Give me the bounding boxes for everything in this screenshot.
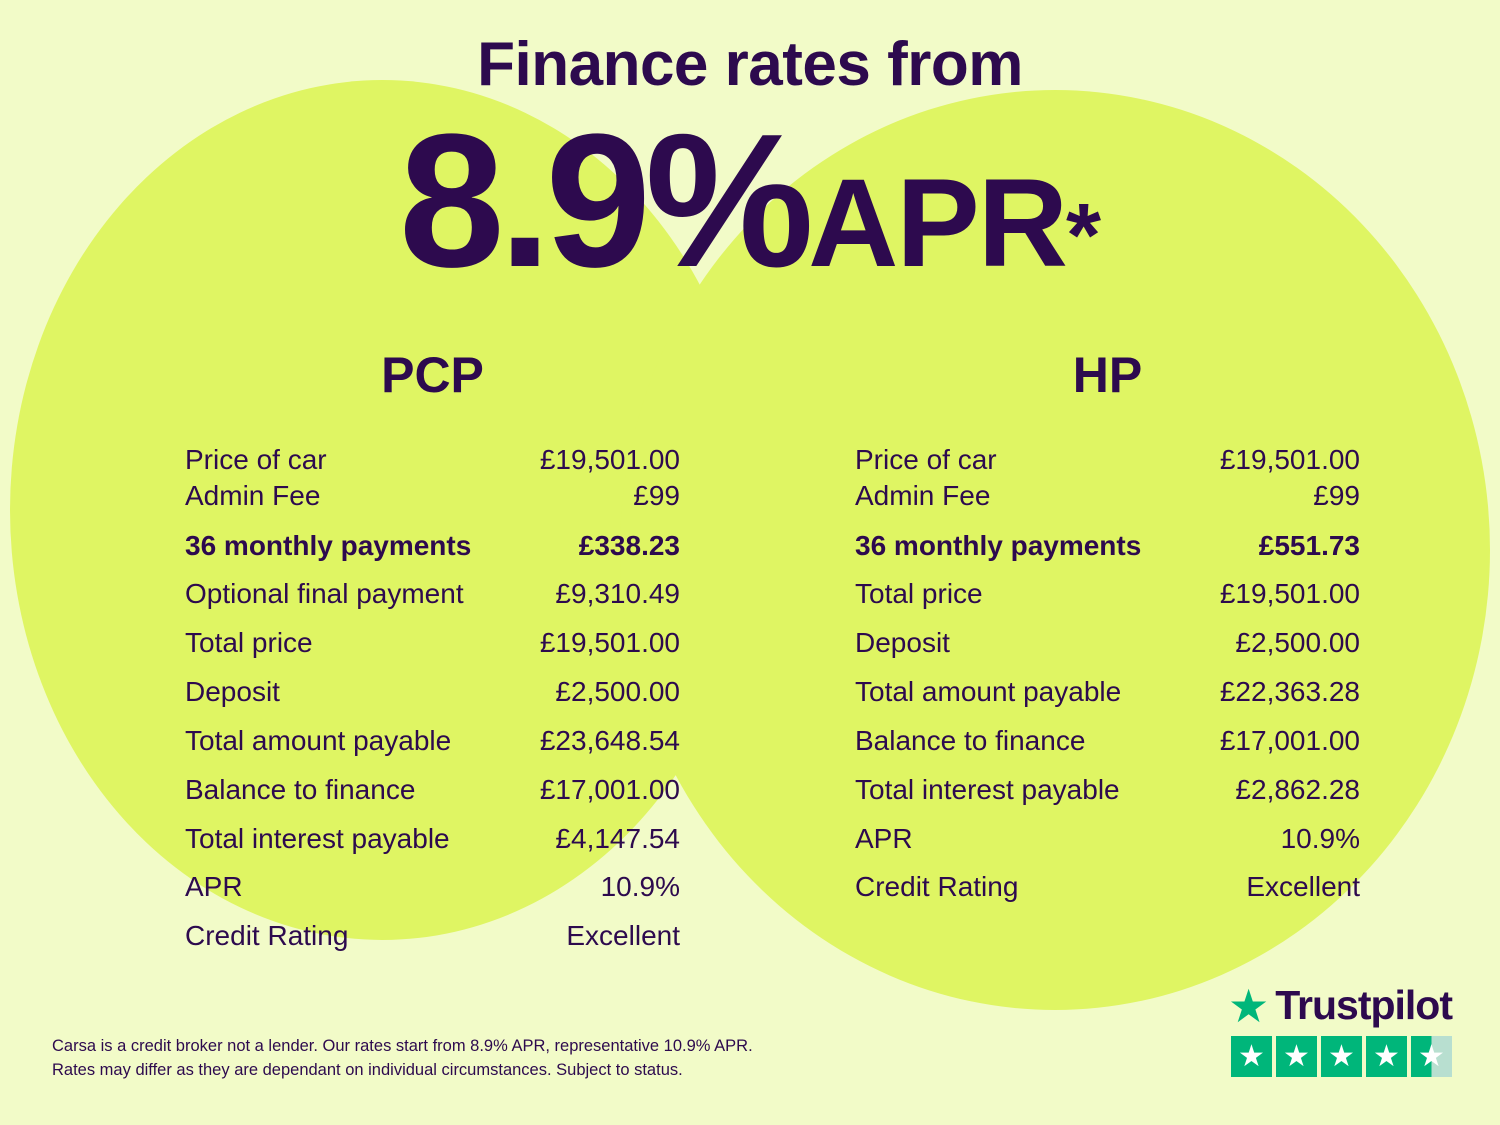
trustpilot-rating <box>1227 979 1452 1077</box>
apr-label: APR <box>808 154 1066 293</box>
row-label: Total amount payable <box>855 676 1122 708</box>
trustpilot-star-icon: ★ <box>1227 979 1270 1032</box>
trustpilot-logo <box>1227 979 1452 1032</box>
row-value: £19,501.00 <box>539 627 680 659</box>
row-value: £19,501.00 <box>539 444 680 475</box>
table-row <box>185 442 680 478</box>
row-label: Admin Fee <box>855 479 991 511</box>
table-row <box>855 625 1360 661</box>
row-value: £17,001.00 <box>1219 724 1360 756</box>
table-row <box>185 674 680 710</box>
table-row <box>855 869 1360 905</box>
row-label: Balance to finance <box>185 773 416 805</box>
row-value: Excellent <box>1246 871 1360 903</box>
page-title: Finance rates from <box>477 30 1023 99</box>
row-value: £99 <box>1313 479 1360 511</box>
row-value: £2,500.00 <box>1235 627 1360 659</box>
trustpilot-wordmark: Trustpilot <box>1275 982 1452 1028</box>
row-value: £2,862.28 <box>1235 773 1360 805</box>
table-row <box>855 528 1360 564</box>
row-label: Price of car <box>185 444 327 475</box>
row-value: £23,648.54 <box>539 724 680 756</box>
disclaimer-line-2: Rates may differ as they are dependant on individual circumstances. Subject to status. <box>52 1061 683 1080</box>
row-value: £9,310.49 <box>555 578 680 610</box>
row-label: Deposit <box>855 627 950 659</box>
table-row <box>185 576 680 612</box>
table-row <box>855 821 1360 857</box>
row-value: £19,501.00 <box>1219 444 1360 475</box>
star-icon <box>1321 1036 1362 1077</box>
star-half-icon <box>1411 1036 1452 1077</box>
table-row <box>185 625 680 661</box>
row-label: 36 monthly payments <box>185 529 472 561</box>
star-glyph: ★ <box>1373 1039 1400 1073</box>
row-label: Total amount payable <box>185 724 452 756</box>
row-label: Total interest payable <box>185 822 450 854</box>
trustpilot-stars <box>1228 1036 1452 1077</box>
star-glyph: ★ <box>1283 1039 1310 1073</box>
table-row <box>185 528 680 564</box>
apr-rate: 8.9% <box>398 95 809 307</box>
table-row <box>855 674 1360 710</box>
star-glyph: ★ <box>1238 1039 1265 1073</box>
finance-comparison <box>0 346 1500 954</box>
row-value: £551.73 <box>1258 529 1360 561</box>
row-value: 10.9% <box>600 871 680 903</box>
row-label: Admin Fee <box>185 479 321 511</box>
row-label: APR <box>185 871 243 903</box>
finance-column-pcp <box>0 346 750 954</box>
row-value: Excellent <box>566 920 680 952</box>
row-value: £22,363.28 <box>1219 676 1360 708</box>
finance-column-hp <box>750 346 1500 954</box>
row-label: Balance to finance <box>855 724 1086 756</box>
row-value: £17,001.00 <box>539 773 680 805</box>
column-title-pcp: PCP <box>381 347 484 403</box>
row-label: 36 monthly payments <box>855 529 1142 561</box>
table-row <box>185 478 680 514</box>
row-label: Total interest payable <box>855 773 1120 805</box>
star-glyph: ★ <box>1328 1039 1355 1073</box>
star-glyph: ★ <box>1418 1039 1445 1073</box>
disclaimer <box>52 1034 753 1084</box>
row-label: Deposit <box>185 676 280 708</box>
row-label: Price of car <box>855 444 997 475</box>
table-row <box>185 869 680 905</box>
star-icon <box>1366 1036 1407 1077</box>
table-row <box>185 772 680 808</box>
table-row <box>185 821 680 857</box>
row-value: £4,147.54 <box>555 822 680 854</box>
row-value: £2,500.00 <box>555 676 680 708</box>
column-title-hp: HP <box>1072 347 1143 403</box>
table-row <box>855 772 1360 808</box>
row-value: £19,501.00 <box>1219 578 1360 610</box>
row-value: £99 <box>633 479 680 511</box>
row-label: Credit Rating <box>185 920 349 952</box>
table-row <box>185 723 680 759</box>
row-label: Total price <box>855 578 983 610</box>
table-row <box>855 576 1360 612</box>
apr-headline <box>0 95 1500 307</box>
table-row <box>185 918 680 954</box>
row-value: £338.23 <box>578 529 680 561</box>
row-label: APR <box>855 822 913 854</box>
table-row <box>855 723 1360 759</box>
disclaimer-line-1: Carsa is a credit broker not a lender. Our rates start from 8.9% APR, representative 10.9% APR. <box>52 1036 753 1055</box>
star-icon <box>1276 1036 1317 1077</box>
apr-asterisk: * <box>1065 186 1102 286</box>
star-icon <box>1231 1036 1272 1077</box>
row-label: Optional final payment <box>185 578 464 610</box>
table-row <box>855 442 1360 478</box>
row-label: Credit Rating <box>855 871 1019 903</box>
row-label: Total price <box>185 627 313 659</box>
row-value: 10.9% <box>1280 822 1360 854</box>
table-row <box>855 478 1360 514</box>
